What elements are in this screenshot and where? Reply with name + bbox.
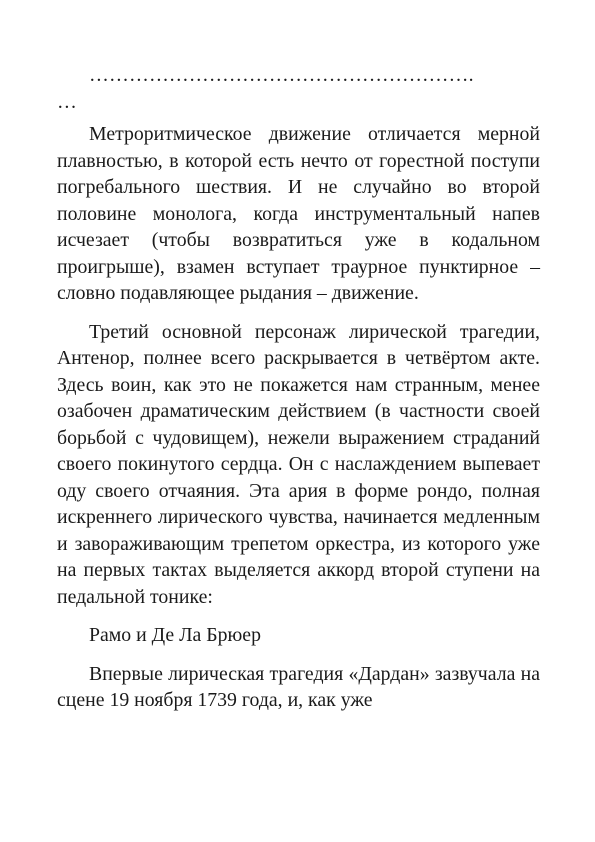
document-page [57, 62, 540, 726]
paragraph-dardanus: Впервые лирическая трагедия «Дардан» зазвучала на сцене 19 ноября 1739 года, и, как уже [57, 662, 540, 711]
ellipsis-line: …………………………………………………. [89, 64, 474, 86]
ellipsis-tail: … [57, 90, 77, 113]
paragraph-rhythm: Метроритмическое движение отличается мерной плавностью, в которой есть нечто от горестной поступи погребального шествия. И не случайно во второй половине монолога, когда инструментальный напев исчезает (чтобы возвратиться уже в кодальном проигрыше), взамен вступает траурное пунктирное – словно подавляющее рыдания – движение. [57, 123, 540, 304]
paragraph-antenor: Третий основной персонаж лирической трагедии, Антенор, полнее всего раскрывается в четвёртом акте. Здесь воин, как это не покажется нам странным, менее озабочен драматическим действием (в частности своей борьбой с чудовищем), нежели выражением страданий своего покинутого сердца. Он с наслаждением выпевает оду своего отчаяния. Эта ария в форме рондо, полная искреннего лирического чувства, начинается медленным и завораживающим трепетом оркестра, из которого уже на первых тактах выделяется аккорд второй ступени на педальной тонике: [57, 320, 540, 608]
section-caption: Рамо и Де Ла Брюер [89, 624, 261, 646]
